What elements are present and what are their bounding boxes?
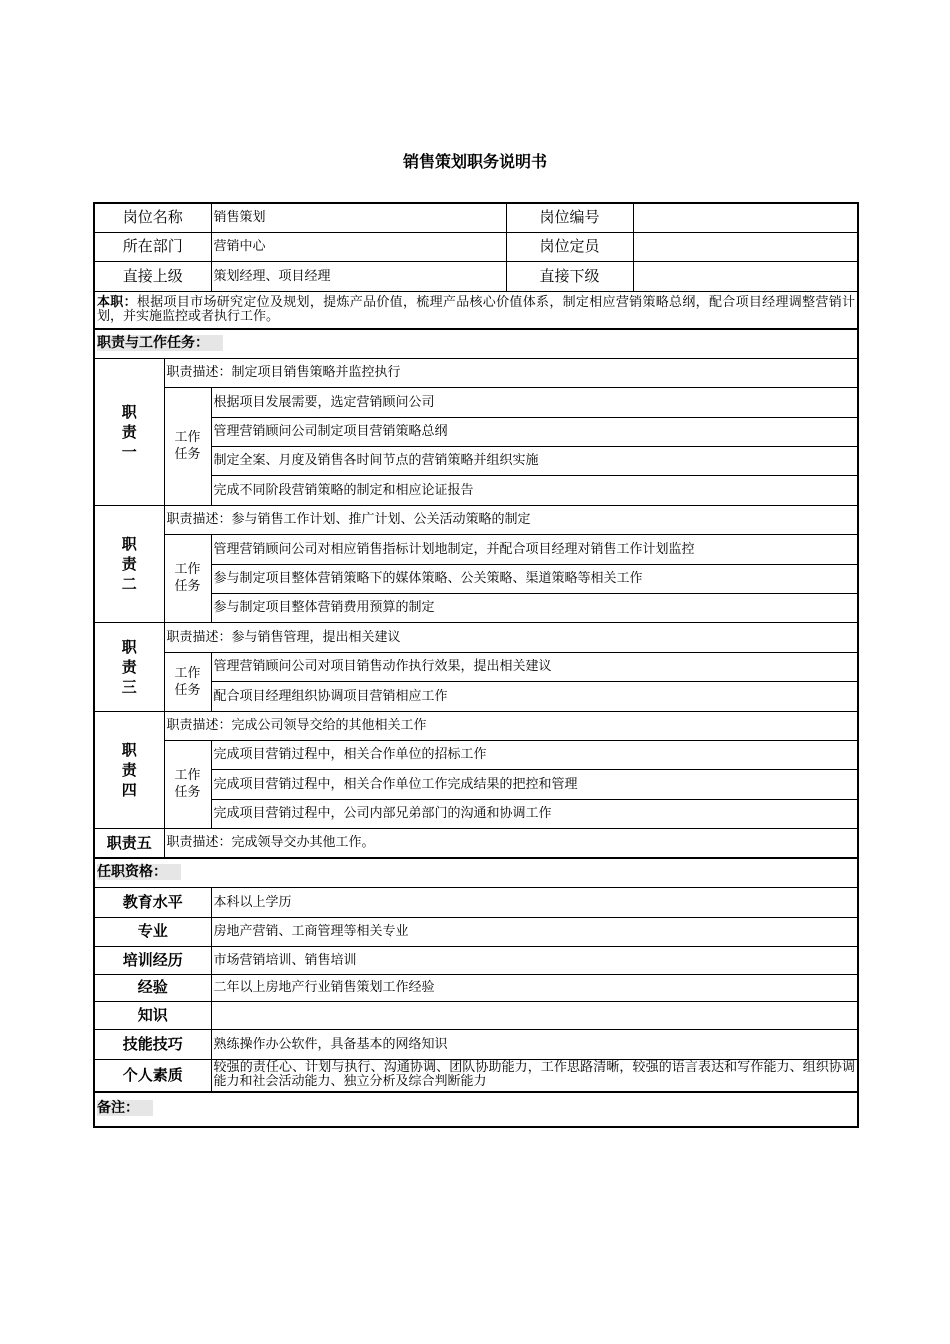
duty-1-task-label: 工作任务 (164, 387, 211, 505)
duty-4-task-2: 完成项目营销过程中，相关合作单位工作完成结果的把控和管理 (211, 769, 858, 799)
duty-4-task-1: 完成项目营销过程中，相关合作单位的招标工作 (211, 740, 858, 769)
qual-education-label: 教育水平 (94, 887, 211, 917)
duty-1-task-4: 完成不同阶段营销策略的制定和相应论证报告 (211, 475, 858, 505)
superior-label: 直接上级 (94, 261, 211, 291)
qualification-row (94, 946, 858, 974)
duty-1-label: 职责一 (94, 358, 164, 505)
page-title: 销售策划职务说明书 (402, 152, 547, 171)
summary-text: 根据项目市场研究定位及规划，提炼产品价值，梳理产品核心价值体系，制定相应营销策略总纲，配合项目经理调整营销计划，并实施监控或者执行工作。 (97, 294, 855, 324)
duty-3-task-1: 管理营销顾问公司对项目销售动作执行效果，提出相关建议 (211, 652, 858, 681)
qual-training-label: 培训经历 (94, 946, 211, 974)
duty-4-label: 职责四 (94, 711, 164, 828)
task-row (94, 534, 858, 564)
job-no-value (633, 203, 858, 232)
duty-row (94, 505, 858, 534)
qual-knowledge-label: 知识 (94, 1001, 211, 1029)
duty-3-desc: 职责描述：参与销售管理，提出相关建议 (164, 622, 858, 652)
header-row-3 (94, 261, 858, 291)
qual-skills-value: 熟练操作办公软件，具备基本的网络知识 (211, 1029, 858, 1059)
headcount-value (633, 232, 858, 261)
qual-personal-label: 个人素质 (94, 1059, 211, 1092)
summary-label: 本职： (97, 294, 137, 310)
qual-skills-label: 技能技巧 (94, 1029, 211, 1059)
dept-label: 所在部门 (94, 232, 211, 261)
duty-4-desc: 职责描述：完成公司领导交给的其他相关工作 (164, 711, 858, 740)
qual-personal-value: 较强的责任心、计划与执行、沟通协调、团队协助能力，工作思路清晰，较强的语言表达和写作能力、组织协调能力和社会活动能力、独立分析及综合判断能力 (211, 1059, 858, 1092)
qual-major-value: 房地产营销、工商管理等相关专业 (211, 917, 858, 946)
task-row (94, 387, 858, 417)
job-no-label: 岗位编号 (506, 203, 633, 232)
job-name-value: 销售策划 (211, 203, 506, 232)
duty-3-task-2: 配合项目经理组织协调项目营销相应工作 (211, 681, 858, 711)
qualifications-heading-row (94, 858, 858, 887)
header-row-1 (94, 203, 858, 232)
duty-4-task-label: 工作任务 (164, 740, 211, 828)
superior-value: 策划经理、项目经理 (211, 261, 506, 291)
duty-5-label: 职责五 (94, 828, 164, 858)
headcount-label: 岗位定员 (506, 232, 633, 261)
qualification-row (94, 1029, 858, 1059)
duty-2-desc: 职责描述：参与销售工作计划、推广计划、公关活动策略的制定 (164, 505, 858, 534)
remarks-row (94, 1092, 858, 1127)
remarks-label: 备注： (94, 1092, 858, 1127)
qualification-row (94, 1001, 858, 1029)
duty-row (94, 711, 858, 740)
duty-5-desc: 职责描述：完成领导交办其他工作。 (164, 828, 858, 858)
summary-row (94, 291, 858, 329)
duty-row (94, 358, 858, 387)
summary-cell (94, 291, 858, 329)
duty-4-task-3: 完成项目营销过程中，公司内部兄弟部门的沟通和协调工作 (211, 799, 858, 828)
dept-value: 营销中心 (211, 232, 506, 261)
qualification-row (94, 1059, 858, 1092)
subordinate-label: 直接下级 (506, 261, 633, 291)
duty-1-task-3: 制定全案、月度及销售各时间节点的营销策略并组织实施 (211, 446, 858, 475)
duty-2-label: 职责二 (94, 505, 164, 622)
qualifications-heading: 任职资格： (94, 858, 858, 887)
duty-row (94, 622, 858, 652)
duty-1-task-1: 根据项目发展需要，选定营销顾问公司 (211, 387, 858, 417)
duty-1-desc: 职责描述：制定项目销售策略并监控执行 (164, 358, 858, 387)
duties-heading-row (94, 329, 858, 358)
task-row (94, 740, 858, 769)
duty-2-task-3: 参与制定项目整体营销费用预算的制定 (211, 593, 858, 622)
duty-1-task-2: 管理营销顾问公司制定项目营销策略总纲 (211, 417, 858, 446)
duty-3-task-label: 工作任务 (164, 652, 211, 711)
duty-2-task-2: 参与制定项目整体营销策略下的媒体策略、公关策略、渠道策略等相关工作 (211, 564, 858, 593)
qualification-row (94, 917, 858, 946)
qual-education-value: 本科以上学历 (211, 887, 858, 917)
qual-knowledge-value (211, 1001, 858, 1029)
job-description-table (93, 202, 859, 1128)
duty-2-task-label: 工作任务 (164, 534, 211, 622)
duty-3-label: 职责三 (94, 622, 164, 711)
qual-training-value: 市场营销培训、销售培训 (211, 946, 858, 974)
task-row (94, 652, 858, 681)
subordinate-value (633, 261, 858, 291)
qualification-row (94, 974, 858, 1001)
qual-experience-value: 二年以上房地产行业销售策划工作经验 (211, 974, 858, 1001)
job-name-label: 岗位名称 (94, 203, 211, 232)
header-row-2 (94, 232, 858, 261)
qualification-row (94, 887, 858, 917)
duty-2-task-1: 管理营销顾问公司对相应销售指标计划地制定，并配合项目经理对销售工作计划监控 (211, 534, 858, 564)
duty-row (94, 828, 858, 858)
duties-heading: 职责与工作任务： (94, 329, 858, 358)
qual-major-label: 专业 (94, 917, 211, 946)
qual-experience-label: 经验 (94, 974, 211, 1001)
